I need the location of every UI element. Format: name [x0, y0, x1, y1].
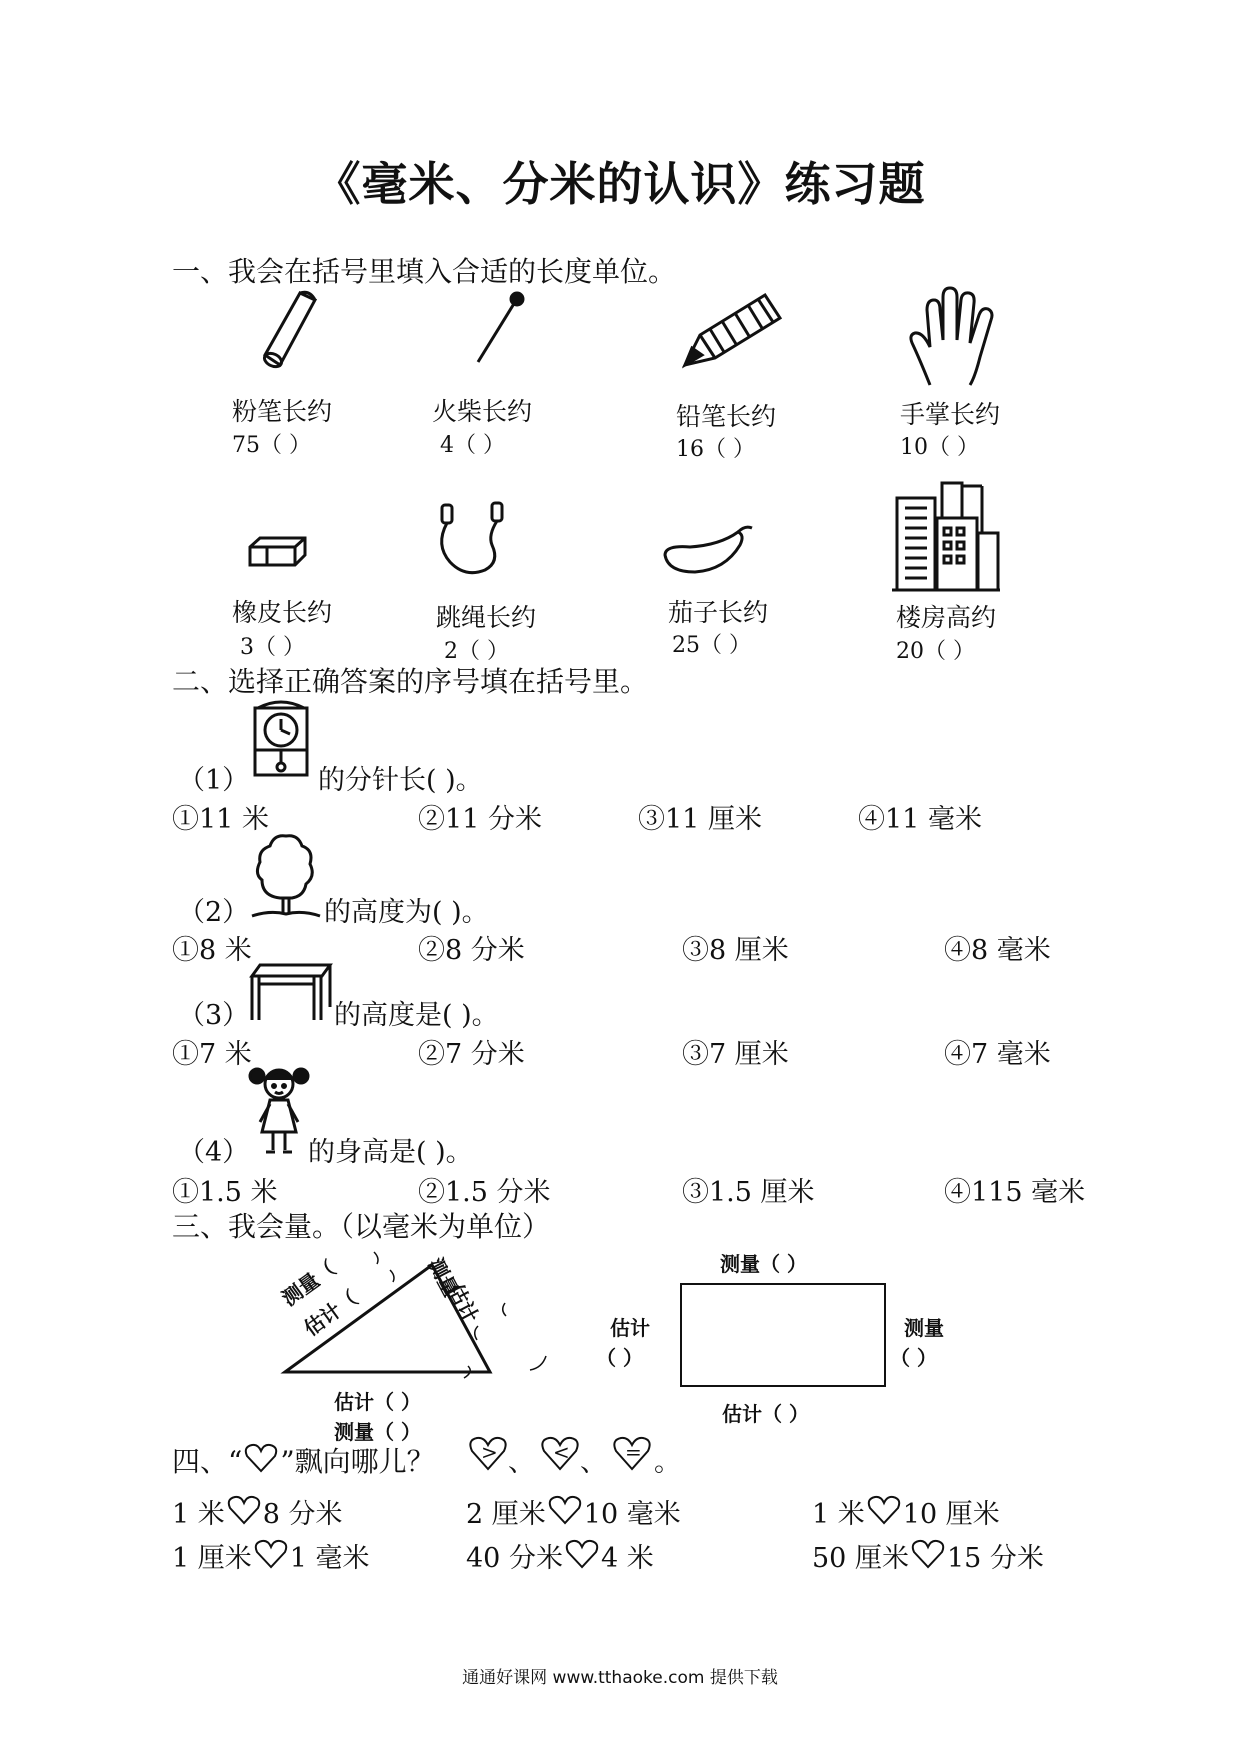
triangle-bottom-measure: 测量（ ） — [334, 1420, 421, 1444]
item-value: 2（ ） — [444, 639, 509, 664]
option: ④115 毫米 — [944, 1177, 1086, 1208]
eraser-icon — [245, 535, 310, 570]
match-icon — [470, 290, 530, 370]
heart-icon — [227, 1495, 261, 1525]
triangle-right-measure: 测量 — [423, 1253, 464, 1301]
triangle-left-estimate: 估计（ — [299, 1285, 362, 1341]
girl-icon — [248, 1062, 310, 1160]
heart-icon — [548, 1495, 582, 1525]
heart-icon — [254, 1539, 288, 1569]
option: ②7 分米 — [418, 1039, 525, 1070]
item-label: 粉笔长约 — [232, 397, 333, 426]
option: ②11 分米 — [418, 804, 542, 835]
building-icon — [892, 478, 1002, 593]
item-value: 25（ ） — [672, 633, 751, 658]
eggplant-icon — [660, 520, 760, 580]
question-text: 的高度是( )。 — [334, 1000, 499, 1031]
section2-heading: 二、选择正确答案的序号填在括号里。 — [172, 665, 649, 698]
item-value: 16（ ） — [676, 437, 755, 462]
heading-mid: ”飘向哪儿？ — [280, 1445, 435, 1478]
pencil-icon — [680, 290, 790, 370]
option: ④7 毫米 — [944, 1039, 1051, 1070]
question-text: 的分针长( )。 — [318, 765, 483, 796]
item-label: 铅笔长约 — [676, 402, 777, 431]
question-number: （1） — [178, 765, 250, 796]
rectangle-left-estimate: 估计 — [610, 1316, 650, 1340]
separator: 、 — [580, 1447, 607, 1478]
option: ①8 米 — [172, 935, 252, 966]
option: ④11 毫米 — [858, 804, 982, 835]
item-value: 20（ ） — [896, 639, 975, 664]
section1-heading: 一、我会在括号里填入合适的长度单位。 — [172, 255, 677, 288]
table-icon — [248, 962, 334, 1024]
page-title: 《毫米、分米的认识》练习题 — [314, 157, 926, 211]
compare-item: 1 厘米 1 毫米 — [172, 1536, 370, 1575]
heart-icon — [565, 1539, 599, 1569]
item-value: 4（ ） — [440, 433, 505, 458]
question-number: （3） — [178, 1000, 250, 1031]
item-label: 茄子长约 — [668, 598, 769, 627]
heart-eq — [612, 1436, 652, 1472]
section3-heading: 三、我会量。（以毫米为单位） — [172, 1210, 551, 1243]
item-label: 跳绳长约 — [436, 603, 537, 632]
heading-pre: 四、“ — [172, 1445, 243, 1478]
option: ①7 米 — [172, 1039, 252, 1070]
symbol-gt: > — [481, 1440, 498, 1464]
hand-icon — [905, 285, 1005, 395]
item-value: 75（ ） — [232, 433, 311, 458]
chalk-icon — [255, 285, 325, 375]
triangle-left-measure: 测量（ — [277, 1255, 340, 1311]
separator: 、 — [508, 1447, 535, 1478]
rectangle-figure — [680, 1283, 886, 1387]
heart-icon — [244, 1443, 278, 1473]
question-text: 的高度为( )。 — [324, 897, 489, 928]
tree-icon — [250, 830, 322, 920]
rectangle-right-measure: 测量 — [904, 1316, 944, 1340]
item-label: 橡皮长约 — [232, 598, 333, 627]
heart-lt — [540, 1436, 580, 1472]
rectangle-top-measure: 测量（ ） — [720, 1252, 807, 1276]
item-label: 手掌长约 — [900, 400, 1001, 429]
heart-gt — [468, 1436, 508, 1472]
rectangle-bottom-estimate: 估计（ ） — [722, 1402, 809, 1426]
option: ①1.5 米 — [172, 1177, 278, 1208]
symbol-eq: = — [625, 1440, 642, 1464]
item-value: 3（ ） — [240, 635, 305, 660]
option: ①11 米 — [172, 804, 269, 835]
heart-icon — [911, 1539, 945, 1569]
item-value: 10（ ） — [900, 435, 979, 460]
heart-icon — [867, 1495, 901, 1525]
compare-item: 50 厘米 15 分米 — [812, 1536, 1044, 1575]
option: ②1.5 分米 — [418, 1177, 551, 1208]
section4-heading — [172, 1440, 435, 1480]
question-text: 的身高是( )。 — [308, 1137, 473, 1168]
option: ③7 厘米 — [682, 1039, 789, 1070]
option: ③11 厘米 — [638, 804, 762, 835]
triangle-paren-marks — [360, 1248, 550, 1388]
option: ②8 分米 — [418, 935, 525, 966]
item-label: 楼房高约 — [896, 603, 997, 632]
question-number: （2） — [178, 897, 250, 928]
option: ③1.5 厘米 — [682, 1177, 815, 1208]
clock-icon — [250, 698, 312, 778]
footer-text: 通通好课网 www.tthaoke.com 提供下载 — [462, 1668, 778, 1688]
compare-item: 2 厘米 10 毫米 — [466, 1492, 681, 1531]
rectangle-right-paren: （ ） — [890, 1346, 937, 1370]
triangle-bottom-estimate: 估计（ ） — [334, 1390, 421, 1414]
triangle-right-estimate: 估计 — [443, 1279, 484, 1327]
jump-rope-icon — [430, 500, 515, 590]
end-mark: 。 — [654, 1447, 681, 1478]
compare-item: 1 米 8 分米 — [172, 1492, 343, 1531]
compare-item: 40 分米 4 米 — [466, 1536, 654, 1575]
compare-item: 1 米 10 厘米 — [812, 1492, 1000, 1531]
item-label: 火柴长约 — [432, 397, 533, 426]
symbol-lt: < — [553, 1440, 570, 1464]
option: ④8 毫米 — [944, 935, 1051, 966]
rectangle-left-paren: （ ） — [596, 1346, 643, 1370]
option: ③8 厘米 — [682, 935, 789, 966]
question-number: （4） — [178, 1137, 250, 1168]
